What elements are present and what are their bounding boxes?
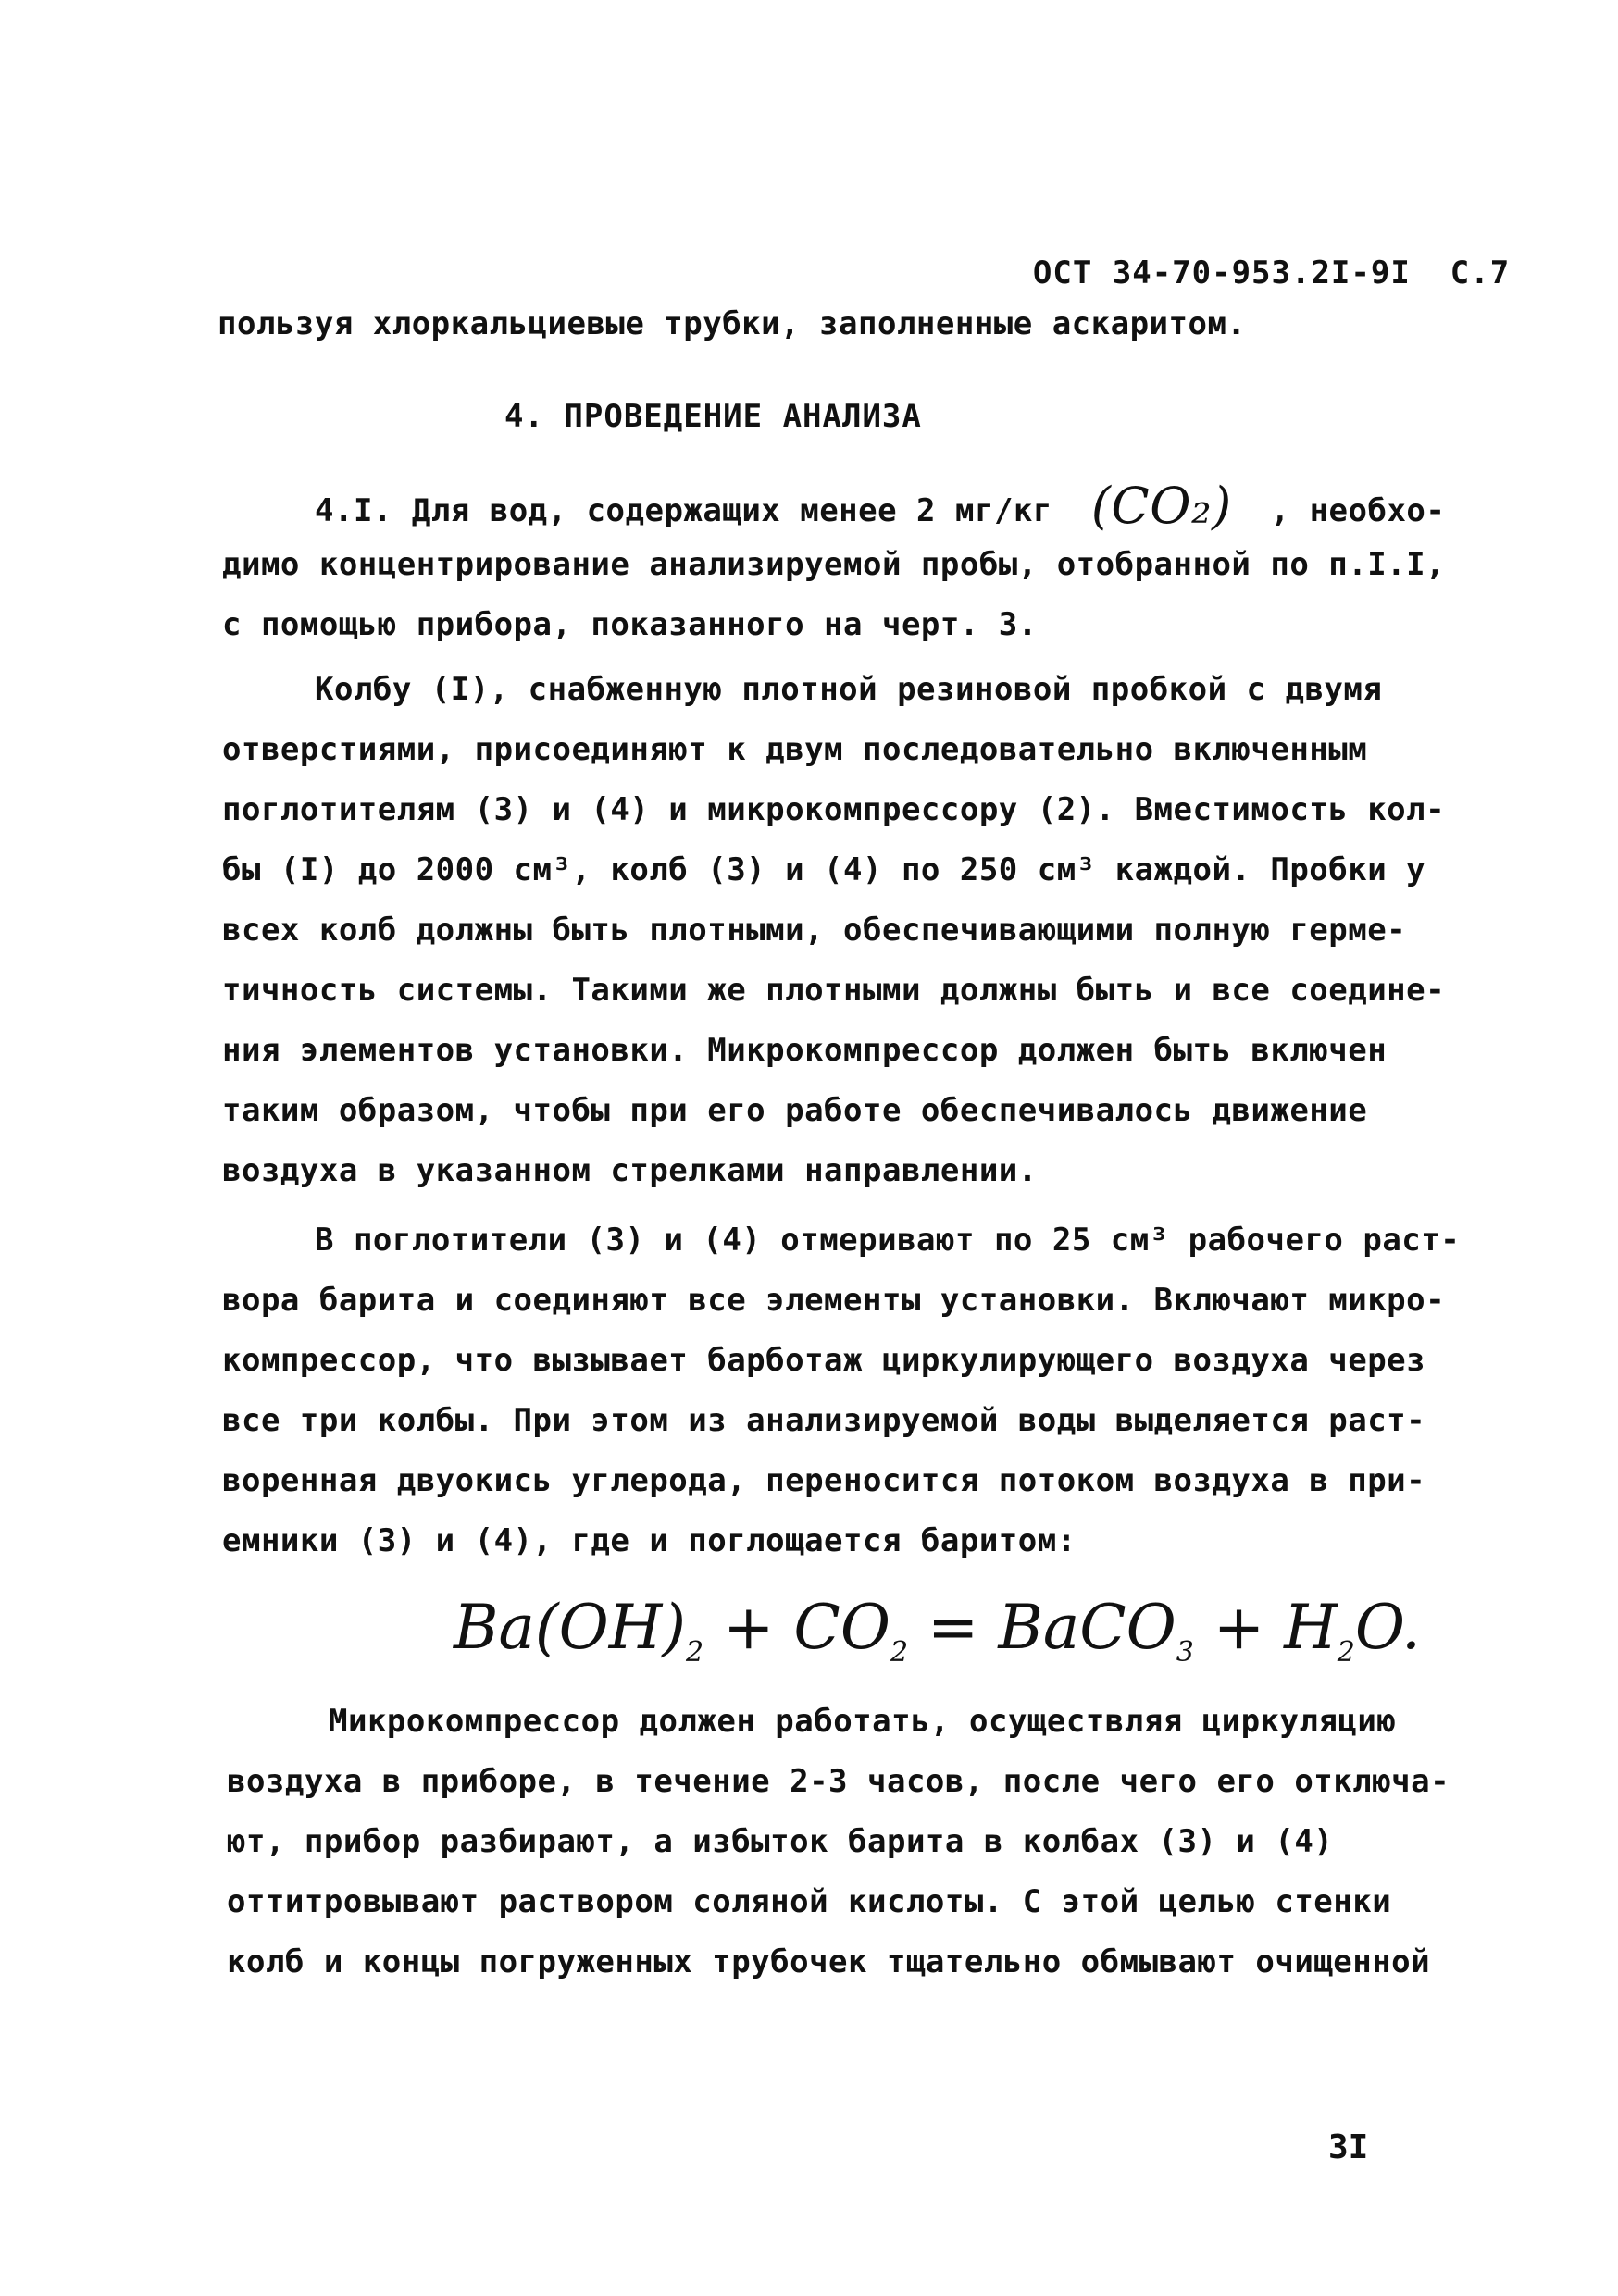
para-compressor-line-2: воздуха в приборе, в течение 2-3 часов, после чего его отключа- [227, 1763, 1450, 1800]
para-flask-line-3: поглотителям (3) и (4) и микрокомпрессору (2). Вместимость кол- [222, 791, 1446, 828]
para-flask-line-9: воздуха в указанном стрелками направлении. [222, 1152, 1038, 1189]
para-compressor-line-4: оттитровывают раствором соляной кислоты. С этой целью стенки [227, 1883, 1392, 1920]
para-absorbers-line-6: емники (3) и (4), где и поглощается баритом: [222, 1522, 1077, 1559]
para-flask-line-4: бы (I) до 2000 см³, колб (3) и (4) по 250 см³ каждой. Пробки у [222, 851, 1426, 888]
para-flask-line-8: таким образом, чтобы при его работе обеспечивалось движение [222, 1092, 1368, 1129]
para-4-1-end: , необхо- [1270, 492, 1446, 529]
formula-sub-4: 2 [1337, 1636, 1355, 1669]
formula-sub-3: 3 [1176, 1636, 1194, 1669]
formula-part-2: + CO [703, 1592, 890, 1663]
para-compressor-line-5: колб и концы погруженных трубочек тщательно обмывают очищенной [227, 1943, 1431, 1980]
section-title: 4. ПРОВЕДЕНИЕ АНАЛИЗА [504, 398, 922, 435]
para-4-1-start: 4.I. Для вод, содержащих менее 2 мг/кг [315, 492, 1052, 529]
formula-sub-1: 2 [686, 1636, 704, 1669]
para-4-1-line-2: димо концентрирование анализируемой пробы, отобранной по п.I.I, [222, 546, 1446, 583]
para-absorbers-line-1: В поглотители (3) и (4) отмеривают по 25 см³ рабочего раст- [315, 1222, 1461, 1259]
para-flask-line-7: ния элементов установки. Микрокомпрессор должен быть включен [222, 1032, 1388, 1069]
para-4-1-line-3: с помощью прибора, показанного на черт. 3. [222, 606, 1038, 643]
formula-part-4: + H [1193, 1592, 1338, 1663]
handwritten-co2: (CO₂) [1090, 477, 1232, 535]
para-absorbers-line-2: вора барита и соединяют все элементы установки. Включают микро- [222, 1282, 1446, 1319]
continuation-line: пользуя хлоркальциевые трубки, заполненные аскаритом. [218, 305, 1247, 342]
page-number: 3I [1328, 2128, 1369, 2166]
para-flask-line-2: отверстиями, присоединяют к двум последовательно включенным [222, 731, 1368, 768]
para-flask-line-5: всех колб должны быть плотными, обеспечивающими полную герме- [222, 912, 1407, 949]
para-absorbers-line-5: воренная двуокись углерода, переносится потоком воздуха в при- [222, 1462, 1426, 1499]
para-absorbers-line-3: компрессор, что вызывает барботаж циркулирующего воздуха через [222, 1342, 1426, 1379]
para-compressor-line-1: Микрокомпрессор должен работать, осуществляя циркуляцию [329, 1703, 1397, 1740]
para-4-1-line-1 [315, 477, 1446, 535]
para-flask-line-6: тичность системы. Такими же плотными должны быть и все соедине- [222, 972, 1446, 1009]
standard-code: ОСТ 34-70-953.2I-9I [1032, 254, 1411, 292]
formula-part-5: O. [1354, 1592, 1422, 1663]
formula-sub-2: 2 [890, 1636, 909, 1669]
formula-part-1: Ba(OH) [454, 1592, 687, 1663]
formula-part-3: = BaCO [908, 1592, 1176, 1663]
para-compressor-line-3: ют, прибор разбирают, а избыток барита в колбах (3) и (4) [227, 1823, 1334, 1860]
chemical-formula [454, 1592, 1421, 1669]
page-label: С.7 [1450, 254, 1511, 292]
para-flask-line-1: Колбу (I), снабженную плотной резиновой пробкой с двумя [315, 671, 1383, 708]
para-absorbers-line-4: все три колбы. При этом из анализируемой воды выделяется раст- [222, 1402, 1426, 1439]
